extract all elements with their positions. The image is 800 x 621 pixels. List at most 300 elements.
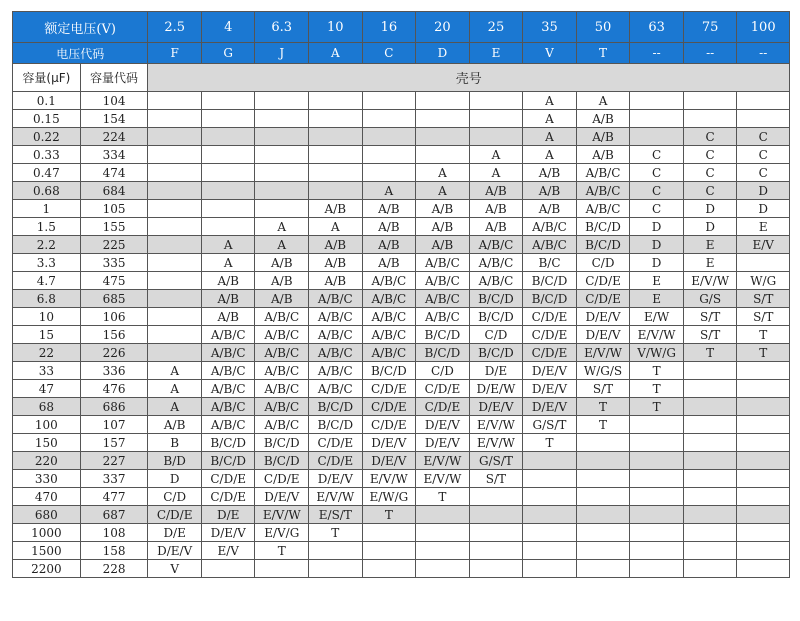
capacity-cell: 150	[13, 434, 81, 452]
case-size-cell: A/B/C	[255, 344, 309, 362]
case-size-cell	[416, 92, 470, 110]
case-size-cell: A/B/C	[255, 326, 309, 344]
case-size-cell	[148, 164, 202, 182]
case-size-cell: A	[255, 218, 309, 236]
case-size-cell: G/S/T	[523, 416, 577, 434]
case-size-cell: C	[737, 146, 790, 164]
capacity-code-cell: 227	[80, 452, 148, 470]
case-size-cell: D/E/W	[469, 380, 523, 398]
voltage-code-label: 电压代码	[13, 43, 148, 64]
case-size-cell	[201, 560, 255, 578]
case-size-cell: A/B	[416, 200, 470, 218]
case-size-cell: C/D/E	[416, 398, 470, 416]
case-size-cell: T	[416, 488, 470, 506]
capacity-cell: 220	[13, 452, 81, 470]
case-size-cell: D/E/V	[255, 488, 309, 506]
voltage-header-cell: 50	[576, 12, 630, 43]
case-size-cell: B/C/D	[576, 218, 630, 236]
case-size-cell: A/B	[469, 182, 523, 200]
case-size-cell	[683, 560, 737, 578]
capacity-code-cell: 158	[80, 542, 148, 560]
case-size-cell: T	[576, 416, 630, 434]
capacity-cell: 6.8	[13, 290, 81, 308]
case-size-cell: A/B	[416, 218, 470, 236]
case-size-cell: A/B	[255, 290, 309, 308]
case-size-cell: A/B/C	[523, 218, 577, 236]
voltage-header-cell: 20	[416, 12, 470, 43]
case-size-cell	[362, 110, 416, 128]
case-size-cell	[630, 434, 684, 452]
case-size-cell: A/B	[523, 200, 577, 218]
case-size-cell	[523, 470, 577, 488]
case-size-cell	[309, 182, 363, 200]
case-size-cell: B/C/D	[523, 290, 577, 308]
case-size-cell: T	[737, 344, 790, 362]
case-size-cell: S/T	[737, 290, 790, 308]
case-size-cell: B/C/D	[255, 452, 309, 470]
capacity-code-cell: 475	[80, 272, 148, 290]
case-size-cell: D	[683, 200, 737, 218]
capacity-code-cell: 686	[80, 398, 148, 416]
case-size-cell: A	[255, 236, 309, 254]
case-size-cell: D	[737, 200, 790, 218]
case-size-cell: C/D/E	[523, 326, 577, 344]
case-size-cell: D/E	[148, 524, 202, 542]
case-size-cell: D/E/V	[576, 308, 630, 326]
capacity-code-cell: 335	[80, 254, 148, 272]
case-size-cell	[148, 218, 202, 236]
capacity-cell: 1000	[13, 524, 81, 542]
case-size-cell: C/D/E	[523, 308, 577, 326]
capacity-cell: 0.22	[13, 128, 81, 146]
case-size-cell: A	[469, 146, 523, 164]
table-row	[13, 344, 790, 362]
case-size-cell	[255, 182, 309, 200]
case-size-cell	[523, 542, 577, 560]
case-size-cell: A/B/C	[201, 380, 255, 398]
case-size-cell: A/B	[362, 254, 416, 272]
case-size-cell: A/B/C	[469, 254, 523, 272]
case-size-cell	[309, 92, 363, 110]
voltage-header-cell: 100	[737, 12, 790, 43]
case-size-cell: A/B/C	[309, 362, 363, 380]
case-size-cell	[683, 92, 737, 110]
case-size-cell	[362, 128, 416, 146]
case-size-cell	[683, 416, 737, 434]
case-size-cell: T	[362, 506, 416, 524]
case-size-cell	[737, 488, 790, 506]
case-size-cell	[309, 146, 363, 164]
case-size-cell: A/B/C	[255, 362, 309, 380]
voltage-code-cell: --	[630, 43, 684, 64]
capacitor-case-table	[12, 11, 790, 578]
case-size-cell	[469, 92, 523, 110]
case-size-cell	[630, 92, 684, 110]
case-size-cell: A	[523, 110, 577, 128]
case-size-cell: A/B/C	[416, 272, 470, 290]
case-size-cell	[362, 92, 416, 110]
case-size-cell: E/V/W	[416, 470, 470, 488]
table-row	[13, 236, 790, 254]
capacity-cell: 15	[13, 326, 81, 344]
voltage-code-cell: --	[683, 43, 737, 64]
case-size-cell: A/B/C	[362, 272, 416, 290]
table-row	[13, 128, 790, 146]
voltage-code-cell: C	[362, 43, 416, 64]
case-size-cell: A/B	[362, 236, 416, 254]
capacity-cell: 470	[13, 488, 81, 506]
case-size-cell: D/E/V	[309, 470, 363, 488]
table-row	[13, 362, 790, 380]
case-size-cell	[469, 506, 523, 524]
capacity-cell: 2.2	[13, 236, 81, 254]
capacity-cell: 0.33	[13, 146, 81, 164]
case-size-cell	[416, 146, 470, 164]
case-size-cell	[630, 560, 684, 578]
voltage-header-cell: 16	[362, 12, 416, 43]
case-size-cell: B/C/D	[201, 452, 255, 470]
case-size-cell: C	[630, 164, 684, 182]
case-size-cell: T	[523, 434, 577, 452]
capacity-cell: 10	[13, 308, 81, 326]
case-size-cell: A/B/C	[309, 380, 363, 398]
case-size-cell: B/C/D	[309, 416, 363, 434]
case-size-cell: S/T	[576, 380, 630, 398]
case-size-cell: B/C	[523, 254, 577, 272]
case-size-cell	[737, 398, 790, 416]
capacity-code-cell: 685	[80, 290, 148, 308]
capacity-cell: 2200	[13, 560, 81, 578]
case-size-cell	[362, 146, 416, 164]
case-size-cell	[523, 506, 577, 524]
capacity-cell: 100	[13, 416, 81, 434]
table-row	[13, 290, 790, 308]
case-size-cell: C/D/E	[201, 488, 255, 506]
case-size-cell	[576, 542, 630, 560]
case-size-cell	[362, 542, 416, 560]
case-size-cell	[576, 524, 630, 542]
case-size-cell: A/B/C	[576, 164, 630, 182]
capacity-code-cell: 477	[80, 488, 148, 506]
voltage-code-cell: D	[416, 43, 470, 64]
case-size-cell	[737, 434, 790, 452]
capacity-code-cell: 684	[80, 182, 148, 200]
case-size-cell: D	[683, 218, 737, 236]
capacity-cell: 0.15	[13, 110, 81, 128]
case-size-cell: S/T	[737, 308, 790, 326]
case-size-cell: A/B	[255, 272, 309, 290]
capacity-cell: 47	[13, 380, 81, 398]
case-size-cell: A	[469, 164, 523, 182]
case-size-cell: C	[630, 182, 684, 200]
case-size-cell	[683, 488, 737, 506]
capacity-column-header: 容量(μF)	[13, 64, 81, 92]
case-size-cell: C	[683, 146, 737, 164]
case-size-cell: D/E/V	[416, 434, 470, 452]
capacity-code-cell: 154	[80, 110, 148, 128]
table-row	[13, 470, 790, 488]
case-size-cell: D/E	[469, 362, 523, 380]
capacity-code-cell: 474	[80, 164, 148, 182]
capacity-cell: 1	[13, 200, 81, 218]
table-row	[13, 92, 790, 110]
capacity-code-cell: 157	[80, 434, 148, 452]
capacity-cell: 0.1	[13, 92, 81, 110]
case-size-cell	[148, 128, 202, 146]
case-size-cell: E	[630, 272, 684, 290]
case-size-cell	[416, 560, 470, 578]
case-size-cell	[469, 524, 523, 542]
case-size-cell: E/V/W	[469, 416, 523, 434]
table-row	[13, 542, 790, 560]
column-subheader-row	[13, 64, 790, 92]
capacity-code-cell: 106	[80, 308, 148, 326]
capacity-cell: 330	[13, 470, 81, 488]
case-size-cell	[148, 344, 202, 362]
case-size-cell	[737, 524, 790, 542]
case-size-cell: E/S/T	[309, 506, 363, 524]
case-size-cell: A/B/C	[255, 398, 309, 416]
case-size-cell: D/E	[201, 506, 255, 524]
case-size-cell	[255, 110, 309, 128]
case-size-cell: D/E/V	[148, 542, 202, 560]
table-row	[13, 506, 790, 524]
case-size-cell: C/D/E	[362, 380, 416, 398]
case-size-cell: C	[683, 182, 737, 200]
case-size-cell: B/C/D	[523, 272, 577, 290]
case-size-cell: C	[630, 200, 684, 218]
case-size-cell	[737, 506, 790, 524]
case-size-cell	[683, 542, 737, 560]
case-size-cell: S/T	[469, 470, 523, 488]
case-size-cell	[576, 560, 630, 578]
case-size-cell	[576, 470, 630, 488]
case-size-cell: C/D/E	[576, 290, 630, 308]
case-size-cell: A	[309, 218, 363, 236]
capacity-code-cell: 336	[80, 362, 148, 380]
case-size-cell	[201, 110, 255, 128]
capacity-code-cell: 687	[80, 506, 148, 524]
case-size-cell: C	[683, 164, 737, 182]
capacity-cell: 22	[13, 344, 81, 362]
case-size-cell: A/B/C	[309, 326, 363, 344]
case-size-cell	[576, 488, 630, 506]
case-size-cell: A	[148, 398, 202, 416]
case-size-cell: A/B	[309, 272, 363, 290]
case-size-cell: A/B/C	[469, 272, 523, 290]
table-row	[13, 308, 790, 326]
case-size-cell	[737, 92, 790, 110]
case-size-cell: A/B/C	[201, 344, 255, 362]
case-size-cell: B/C/D	[255, 434, 309, 452]
case-size-cell	[201, 92, 255, 110]
capacity-code-cell: 107	[80, 416, 148, 434]
case-size-cell	[469, 560, 523, 578]
case-size-cell	[255, 128, 309, 146]
case-size-cell: E/V	[737, 236, 790, 254]
case-size-cell	[469, 542, 523, 560]
case-size-cell: A	[148, 362, 202, 380]
case-size-cell: B/C/D	[362, 362, 416, 380]
case-size-cell: D/E/V	[201, 524, 255, 542]
case-size-cell: D	[630, 218, 684, 236]
case-size-cell: D	[630, 236, 684, 254]
case-size-cell: A/B/C	[309, 290, 363, 308]
case-size-cell: D/E/V	[523, 362, 577, 380]
case-size-cell: D/E/V	[362, 452, 416, 470]
voltage-header-cell: 63	[630, 12, 684, 43]
case-size-cell	[309, 164, 363, 182]
case-size-cell: A	[523, 146, 577, 164]
case-size-cell: A/B/C	[255, 416, 309, 434]
capacity-cell: 3.3	[13, 254, 81, 272]
case-size-cell	[148, 254, 202, 272]
case-size-cell: A/B	[309, 254, 363, 272]
case-size-cell: E/W	[630, 308, 684, 326]
voltage-header-cell: 6.3	[255, 12, 309, 43]
case-size-cell: A/B/C	[576, 182, 630, 200]
capacity-code-cell: 476	[80, 380, 148, 398]
case-size-cell: C/D/E	[523, 344, 577, 362]
case-size-cell: A/B/C	[309, 344, 363, 362]
table-row	[13, 200, 790, 218]
case-size-cell: A/B/C	[362, 308, 416, 326]
case-size-cell	[201, 182, 255, 200]
case-size-cell	[362, 560, 416, 578]
case-size-cell	[148, 326, 202, 344]
case-size-cell: A/B/C	[576, 200, 630, 218]
table-row	[13, 398, 790, 416]
case-size-cell: D/E/V	[523, 380, 577, 398]
capacity-code-cell: 225	[80, 236, 148, 254]
case-size-cell: E/W/G	[362, 488, 416, 506]
case-size-cell: A/B	[523, 164, 577, 182]
case-size-cell: G/S/T	[469, 452, 523, 470]
case-size-cell: A/B/C	[201, 326, 255, 344]
case-size-cell: W/G/S	[576, 362, 630, 380]
case-size-cell	[523, 452, 577, 470]
case-size-cell	[630, 524, 684, 542]
table-body	[13, 12, 790, 578]
case-size-cell: D/E/V	[523, 398, 577, 416]
case-size-cell	[416, 110, 470, 128]
table-row	[13, 164, 790, 182]
case-size-cell: E	[683, 236, 737, 254]
case-size-cell: A/B	[309, 200, 363, 218]
case-size-cell: E/V/W	[469, 434, 523, 452]
voltage-header-cell: 35	[523, 12, 577, 43]
case-size-cell	[630, 110, 684, 128]
case-size-cell: C/D/E	[148, 506, 202, 524]
case-size-cell	[309, 110, 363, 128]
case-size-cell	[737, 110, 790, 128]
case-size-cell	[576, 506, 630, 524]
case-size-cell	[683, 434, 737, 452]
case-size-cell: B/C/D	[576, 236, 630, 254]
case-size-cell: B	[148, 434, 202, 452]
case-size-cell	[576, 434, 630, 452]
voltage-code-cell: A	[309, 43, 363, 64]
case-size-cell	[469, 128, 523, 146]
case-size-cell	[630, 416, 684, 434]
case-size-cell: A/B	[255, 254, 309, 272]
case-size-cell: C/D	[469, 326, 523, 344]
case-size-cell: A/B/C	[255, 380, 309, 398]
case-size-cell: D/E/V	[576, 326, 630, 344]
case-size-cell	[737, 470, 790, 488]
case-size-cell	[201, 164, 255, 182]
case-size-cell: C/D/E	[255, 470, 309, 488]
capacity-code-column-header: 容量代码	[80, 64, 148, 92]
case-size-cell: T	[309, 524, 363, 542]
case-size-cell: A	[148, 380, 202, 398]
case-size-cell	[683, 470, 737, 488]
case-size-cell	[683, 110, 737, 128]
case-size-cell: T	[683, 344, 737, 362]
case-size-cell	[576, 452, 630, 470]
capacity-cell: 1500	[13, 542, 81, 560]
table-row	[13, 452, 790, 470]
case-size-cell: A/B/C	[469, 236, 523, 254]
case-size-cell: A/B	[523, 182, 577, 200]
case-size-cell	[737, 380, 790, 398]
case-size-cell	[255, 92, 309, 110]
capacity-code-cell: 337	[80, 470, 148, 488]
voltage-code-cell: T	[576, 43, 630, 64]
case-size-cell: D	[737, 182, 790, 200]
case-size-cell	[309, 560, 363, 578]
case-size-cell: C	[737, 128, 790, 146]
voltage-code-cell: V	[523, 43, 577, 64]
case-size-cell	[201, 146, 255, 164]
case-size-cell: T	[576, 398, 630, 416]
case-size-cell: A/B/C	[362, 290, 416, 308]
case-size-cell	[416, 542, 470, 560]
case-size-cell	[148, 272, 202, 290]
voltage-code-header-row	[13, 43, 790, 64]
case-size-cell: B/C/D	[309, 398, 363, 416]
case-size-cell: S/T	[683, 308, 737, 326]
case-size-cell: E	[683, 254, 737, 272]
rated-voltage-label: 额定电压(V)	[13, 12, 148, 43]
rated-voltage-header-row	[13, 12, 790, 43]
table-row	[13, 416, 790, 434]
case-size-cell	[255, 164, 309, 182]
voltage-code-cell: J	[255, 43, 309, 64]
case-size-cell: D/E/V	[416, 416, 470, 434]
case-size-cell: V/W/G	[630, 344, 684, 362]
case-size-cell	[683, 362, 737, 380]
case-size-cell: A/B	[416, 236, 470, 254]
table-row	[13, 110, 790, 128]
case-size-cell: E/V	[201, 542, 255, 560]
case-size-cell	[362, 164, 416, 182]
case-size-cell	[630, 452, 684, 470]
voltage-header-cell: 10	[309, 12, 363, 43]
case-size-cell: A	[201, 254, 255, 272]
table-row	[13, 380, 790, 398]
capacity-code-cell: 224	[80, 128, 148, 146]
capacity-cell: 1.5	[13, 218, 81, 236]
case-size-cell: A	[362, 182, 416, 200]
case-size-cell: C/D/E	[309, 434, 363, 452]
case-size-cell	[148, 92, 202, 110]
case-size-cell: V	[148, 560, 202, 578]
case-size-cell: C/D/E	[362, 416, 416, 434]
case-size-cell: A	[523, 92, 577, 110]
case-size-cell: A/B	[576, 146, 630, 164]
case-size-cell: A/B	[362, 200, 416, 218]
